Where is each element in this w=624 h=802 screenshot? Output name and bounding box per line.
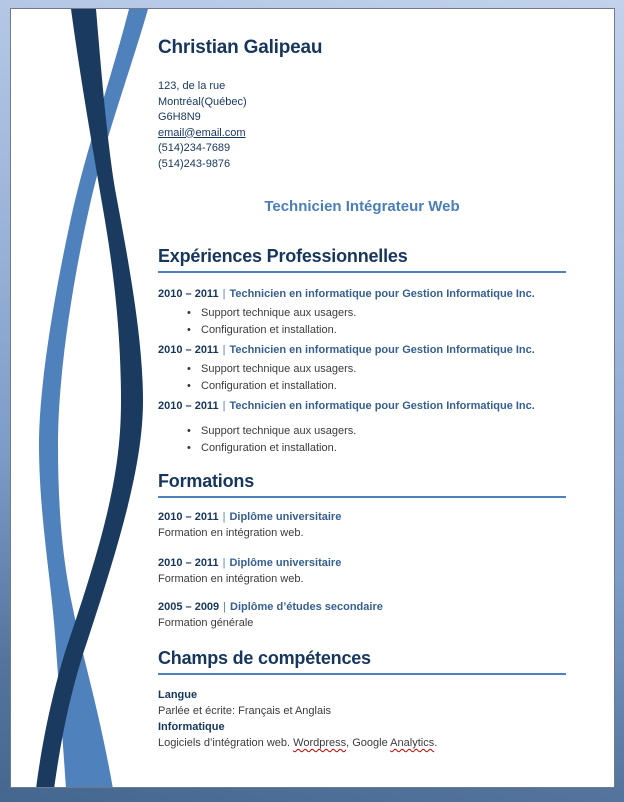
phone-number-2: (514)243-9876 xyxy=(158,157,231,170)
formation-description: Formation en intégration web. xyxy=(158,527,304,539)
skill-label-informatique: Informatique xyxy=(158,721,225,733)
pipe-separator: | xyxy=(222,557,226,569)
pipe-separator: | xyxy=(222,344,226,356)
formation-entry-header xyxy=(158,600,566,615)
postal-code: G6H8N9 xyxy=(158,111,201,123)
entry-title: Technicien en informatique pour Gestion Informatique Inc. xyxy=(229,288,535,300)
pipe-separator: | xyxy=(222,400,226,412)
informatique-text: , Google xyxy=(346,737,391,749)
bullet-icon: • xyxy=(187,425,191,437)
bullet-item xyxy=(187,322,566,339)
person-name: Christian Galipeau xyxy=(158,37,323,58)
bullet-text: Support technique aux usagers. xyxy=(201,307,357,319)
entry-title: Diplôme d’études secondaire xyxy=(230,601,383,613)
pipe-separator: | xyxy=(222,288,226,300)
section-rule xyxy=(158,673,566,675)
contact-block xyxy=(158,79,566,172)
experience-entry xyxy=(158,343,566,395)
experience-bullet-list xyxy=(158,305,566,339)
misspelled-word-analytics: Analytics xyxy=(390,737,435,749)
misspelled-word-wordpress: Wordpress xyxy=(293,737,347,749)
formation-entry xyxy=(158,510,566,541)
bullet-text: Support technique aux usagers. xyxy=(201,425,357,437)
formation-entry-header xyxy=(158,556,566,571)
entry-period: 2010 – 2011 xyxy=(158,511,219,523)
formation-entry xyxy=(158,600,566,631)
bullet-icon: • xyxy=(187,307,191,319)
phone-number-1: (514)234-7689 xyxy=(158,142,231,154)
pipe-separator: | xyxy=(223,601,227,613)
experience-entry xyxy=(158,399,566,457)
address-line-1: 123, de la rue xyxy=(158,80,226,92)
pipe-separator: | xyxy=(222,511,226,523)
entry-period: 2010 – 2011 xyxy=(158,557,219,569)
resume-content xyxy=(158,9,566,751)
experience-entry-header xyxy=(158,399,566,414)
informatique-text: . xyxy=(434,737,438,749)
formation-entry-header xyxy=(158,510,566,525)
entry-title: Technicien en informatique pour Gestion Informatique Inc. xyxy=(229,400,535,412)
bullet-icon: • xyxy=(187,442,191,454)
experience-entry-header xyxy=(158,343,566,358)
skills-block xyxy=(158,687,566,751)
section-heading-formations: Formations xyxy=(158,471,255,491)
formation-entry xyxy=(158,556,566,587)
email-link[interactable]: email@email.com xyxy=(158,126,246,139)
informatique-text: Logiciels d’intégration web. xyxy=(158,737,294,749)
bullet-item xyxy=(187,305,566,322)
job-title: Technicien Intégrateur Web xyxy=(264,198,460,215)
skill-value-informatique xyxy=(158,735,566,751)
bullet-text: Support technique aux usagers. xyxy=(201,363,357,375)
section-heading-experience: Expériences Professionnelles xyxy=(158,246,408,266)
entry-period: 2005 – 2009 xyxy=(158,601,220,613)
ribbon-graphic xyxy=(11,9,171,788)
bullet-text: Configuration et installation. xyxy=(201,442,337,454)
bullet-icon: • xyxy=(187,380,191,392)
entry-title: Diplôme universitaire xyxy=(229,557,342,569)
entry-period: 2010 – 2011 xyxy=(158,344,219,356)
experience-entry xyxy=(158,287,566,339)
resume-page xyxy=(10,8,615,788)
experience-bullet-list xyxy=(158,361,566,395)
formation-description: Formation générale xyxy=(158,617,254,629)
experience-bullet-list xyxy=(158,423,566,457)
bullet-item xyxy=(187,378,566,395)
bullet-item xyxy=(187,423,566,440)
bullet-icon: • xyxy=(187,324,191,336)
section-rule xyxy=(158,271,566,273)
bullet-item xyxy=(187,440,566,457)
address-line-2: Montréal(Québec) xyxy=(158,95,247,108)
formation-description: Formation en intégration web. xyxy=(158,573,304,585)
bullet-icon: • xyxy=(187,363,191,375)
entry-period: 2010 – 2011 xyxy=(158,400,219,412)
entry-period: 2010 – 2011 xyxy=(158,288,219,300)
section-heading-competences: Champs de compétences xyxy=(158,648,371,668)
bullet-item xyxy=(187,361,566,378)
bullet-text: Configuration et installation. xyxy=(201,324,337,336)
skill-value-langue: Parlée et écrite: Français et Anglais xyxy=(158,705,332,717)
entry-title: Technicien en informatique pour Gestion Informatique Inc. xyxy=(229,344,535,356)
skill-label-langue: Langue xyxy=(158,689,198,701)
bullet-text: Configuration et installation. xyxy=(201,380,337,392)
entry-title: Diplôme universitaire xyxy=(229,511,342,523)
section-rule xyxy=(158,496,566,498)
experience-entry-header xyxy=(158,287,566,302)
